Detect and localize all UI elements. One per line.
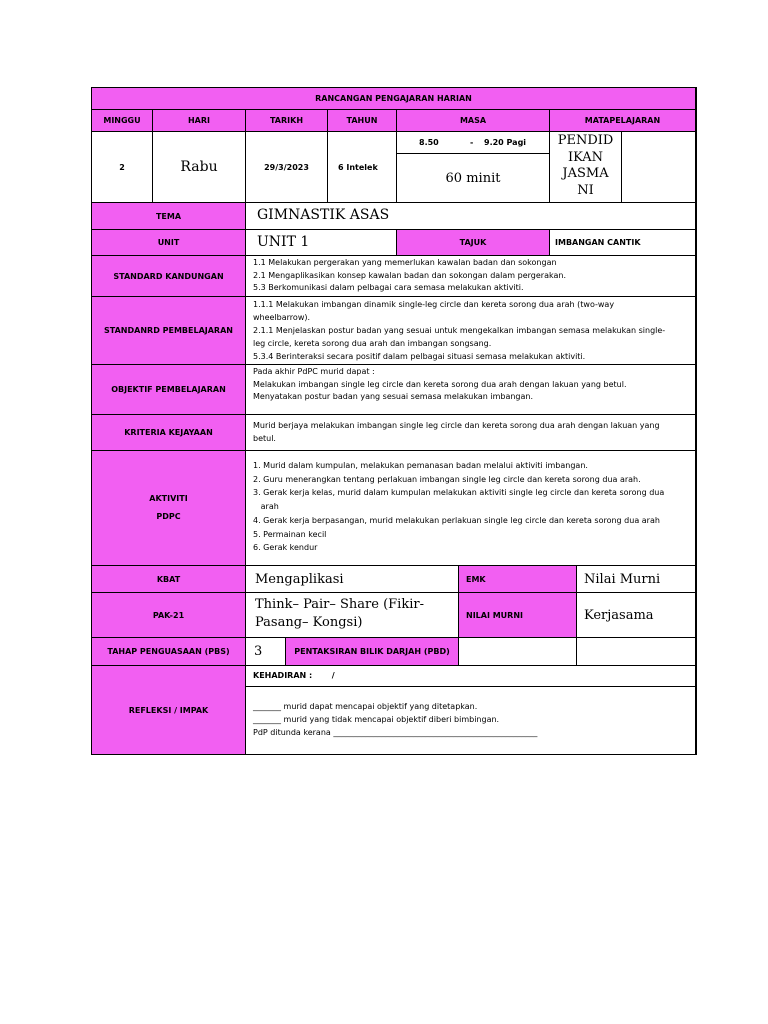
- sp-line-5: 5.3.4 Berinteraksi secara positif dalam pelbagai situasi semasa melakukan aktiviti.: [253, 352, 586, 361]
- sp-line-3: 2.1.1 Menjelaskan postur badan yang sesuai untuk mengekalkan imbangan semasa melakukan single-: [253, 326, 666, 335]
- pak21-value: [246, 593, 459, 638]
- label-pak21: PAK-21: [92, 593, 246, 638]
- aktiviti-label-2: PDPC: [156, 512, 181, 521]
- label-nilai-murni: NILAI MURNI: [459, 593, 577, 638]
- aktiviti-line-3: 3. Gerak kerja kelas, murid dalam kumpulan melakukan aktiviti single leg circle dan kereta sorong dua: [253, 488, 665, 498]
- obj-line-2: Melakukan imbangan single leg circle dan kereta sorong dua arah dengan lakuan yang betul.: [253, 379, 627, 389]
- subject-line-4: NI: [577, 182, 594, 198]
- hari-value: Rabu: [153, 132, 246, 203]
- label-aktiviti: [92, 451, 246, 566]
- nilai-murni-value: Kerjasama: [577, 593, 696, 638]
- refleksi-line-2: _______ murid yang tidak mencapai objektif diberi bimbingan.: [253, 715, 500, 724]
- pbd-blank-2: [577, 638, 696, 666]
- label-tajuk: TAJUK: [397, 230, 550, 256]
- label-pbd: PENTAKSIRAN BILIK DARJAH (PBD): [286, 638, 459, 666]
- subject-value: [550, 132, 622, 203]
- kriteria-value: [246, 415, 696, 451]
- label-tema: TEMA: [92, 203, 246, 230]
- tarikh-value: 29/3/2023: [246, 132, 328, 203]
- sp-line-1: 1.1.1 Melakukan imbangan dinamik single-leg circle dan kereta sorong dua arah (two-way: [253, 300, 615, 309]
- label-standard-pembelajaran: STANDANRD PEMBELAJARAN: [92, 297, 246, 365]
- label-unit: UNIT: [92, 230, 246, 256]
- aktiviti-value: [246, 451, 696, 566]
- sp-line-4: leg circle, kereta sorong dua arah dan imbangan songsang.: [253, 339, 492, 348]
- label-tahap: TAHAP PENGUASAAN (PBS): [92, 638, 246, 666]
- table-title: RANCANGAN PENGAJARAN HARIAN: [92, 88, 696, 110]
- aktiviti-line-2: 2. Guru menerangkan tentang perlakuan imbangan single leg circle dan kereta sorong dua arah.: [253, 474, 641, 484]
- sp-line-2: wheelbarrow).: [253, 313, 311, 322]
- unit-value: UNIT 1: [246, 230, 397, 256]
- masa-start: 8.50: [419, 138, 439, 147]
- aktiviti-line-5: 4. Gerak kerja berpasangan, murid melakukan perlakuan single leg circle dan kereta sorong dua arah: [253, 515, 660, 525]
- label-kriteria: KRITERIA KEJAYAAN: [92, 415, 246, 451]
- aktiviti-line-4: arah: [253, 502, 279, 512]
- sk-line-1: 1.1 Melakukan pergerakan yang memerlukan kawalan badan dan sokongan: [253, 258, 557, 267]
- aktiviti-line-7: 6. Gerak kendur: [253, 543, 318, 553]
- label-emk: EMK: [459, 566, 577, 593]
- pak21-line-1: Think– Pair– Share (Fikir-: [255, 597, 424, 612]
- header-tarikh: TARIKH: [246, 110, 328, 132]
- header-matapelajaran: MATAPELAJARAN: [550, 110, 696, 132]
- header-minggu: MINGGU: [92, 110, 153, 132]
- subject-line-2: IKAN: [567, 149, 604, 165]
- kriteria-line-1: Murid berjaya melakukan imbangan single leg circle dan kereta sorong dua arah dengan lakuan yang: [253, 421, 660, 430]
- refleksi-value: [246, 687, 696, 754]
- refleksi-line-1: _______ murid dapat mencapai objektif yang ditetapkan.: [253, 702, 478, 711]
- tema-value: GIMNASTIK ASAS: [246, 203, 696, 230]
- label-objektif: OBJEKTIF PEMBELAJARAN: [92, 365, 246, 415]
- sk-line-2: 2.1 Mengaplikasikan konsep kawalan badan dan sokongan dalam pergerakan.: [253, 270, 566, 280]
- duration-value: 60 minit: [397, 154, 550, 203]
- kbat-value: Mengaplikasi: [246, 566, 459, 593]
- label-kbat: KBAT: [92, 566, 246, 593]
- refleksi-line-3: PdP ditunda kerana ___________________________________________________: [253, 728, 538, 737]
- header-tahun: TAHUN: [328, 110, 397, 132]
- label-standard-kandungan: STANDARD KANDUNGAN: [92, 256, 246, 297]
- aktiviti-line-6: 5. Permainan kecil: [253, 529, 327, 539]
- aktiviti-line-1: 1. Murid dalam kumpulan, melakukan pemanasan badan melalui aktiviti imbangan.: [253, 461, 588, 470]
- tahap-value: 3: [246, 638, 286, 666]
- obj-line-1: Pada akhir PdPC murid dapat :: [253, 367, 375, 376]
- pak21-line-2: Pasang– Kongsi): [255, 615, 363, 630]
- aktiviti-label-1: AKTIVITI: [149, 494, 188, 503]
- tahun-value: 6 Intelek: [328, 132, 397, 203]
- kriteria-line-2: betul.: [253, 433, 276, 443]
- standard-kandungan-value: [246, 256, 696, 297]
- objektif-value: [246, 365, 696, 415]
- standard-pembelajaran-value: [246, 297, 696, 365]
- subject-line-3: JASMA: [562, 166, 609, 181]
- subject-blank: [622, 132, 696, 203]
- header-masa: MASA: [397, 110, 550, 132]
- lesson-plan-table: [91, 87, 697, 755]
- sk-line-3: 5.3 Berkomunikasi dalam pelbagai cara semasa melakukan aktiviti.: [253, 283, 524, 292]
- tajuk-value: IMBANGAN CANTIK: [550, 230, 696, 256]
- minggu-value: 2: [92, 132, 153, 203]
- obj-line-3: Menyatakan postur badan yang sesuai semasa melakukan imbangan.: [253, 392, 534, 401]
- subject-line-1: PENDID: [557, 133, 614, 148]
- label-refleksi: REFLEKSI / IMPAK: [92, 666, 246, 754]
- header-hari: HARI: [153, 110, 246, 132]
- pbd-blank-1: [459, 638, 577, 666]
- masa-dash: -: [470, 138, 474, 147]
- masa-end: 9.20 Pagi: [484, 138, 527, 147]
- emk-value: Nilai Murni: [577, 566, 696, 593]
- kehadiran-value: KEHADIRAN : /: [246, 666, 696, 687]
- masa-time: [397, 132, 550, 154]
